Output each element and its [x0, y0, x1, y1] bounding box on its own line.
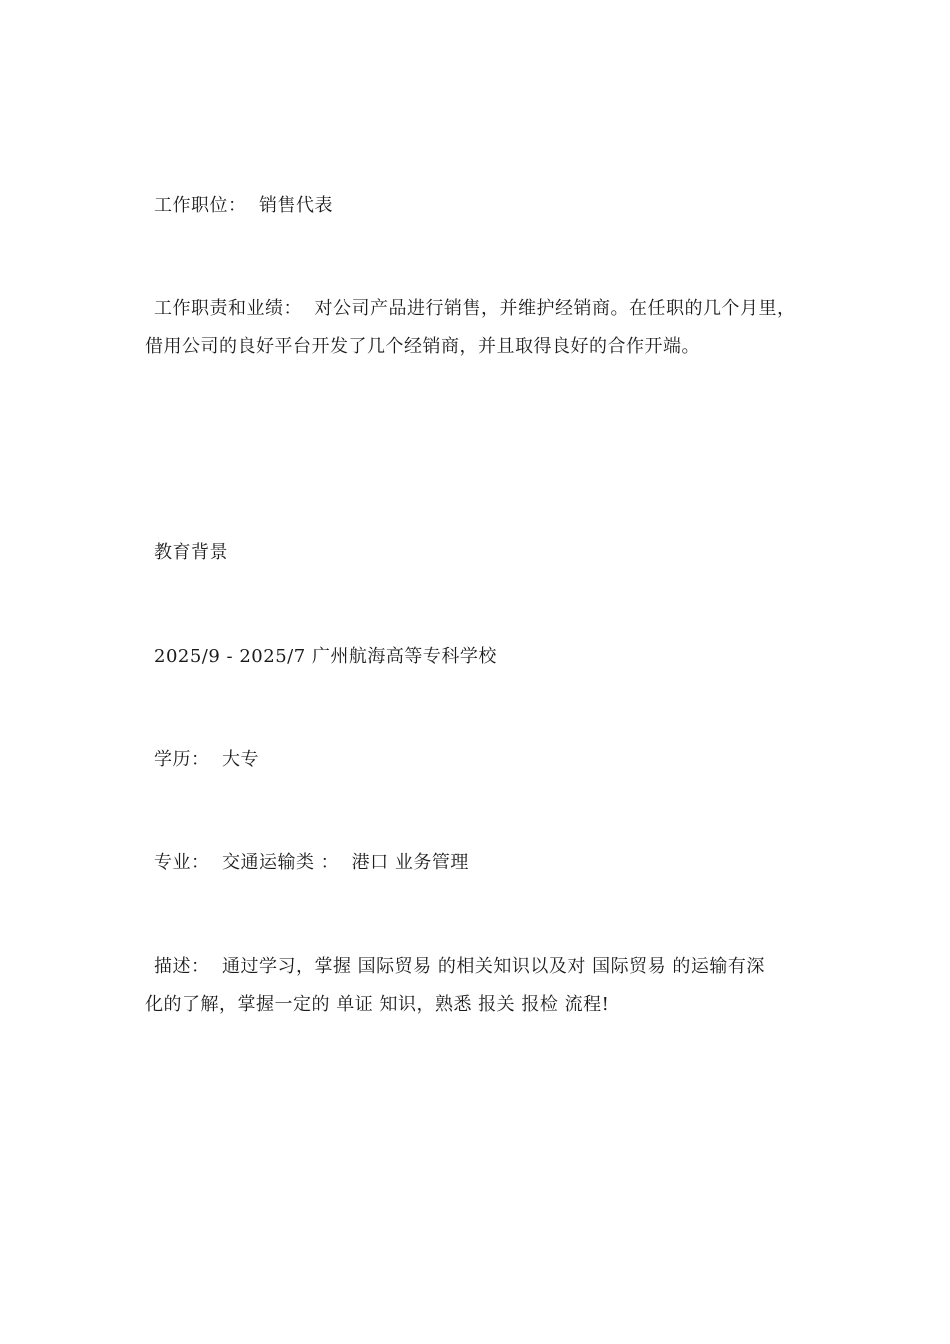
work-duties-line-2: 借用公司的良好平台开发了几个经销商，并且取得良好的合作开端。 — [145, 336, 700, 357]
education-degree: 学历： 大专 — [154, 749, 259, 770]
education-period-school: 2025/9 - 2025/7 广州航海高等专科学校 — [154, 646, 497, 667]
work-duties-line-1: 工作职责和业绩： 对公司产品进行销售，并维护经销商。在任职的几个月里， — [154, 298, 796, 319]
education-heading: 教育背景 — [154, 542, 228, 563]
education-description-line-1: 描述： 通过学习，掌握 国际贸易 的相关知识以及对 国际贸易 的运输有深 — [154, 956, 765, 977]
work-position: 工作职位： 销售代表 — [154, 195, 333, 216]
education-description-line-2: 化的了解，掌握一定的 单证 知识，熟悉 报关 报检 流程! — [145, 994, 610, 1015]
education-major: 专业： 交通运输类 ： 港口 业务管理 — [154, 852, 469, 873]
